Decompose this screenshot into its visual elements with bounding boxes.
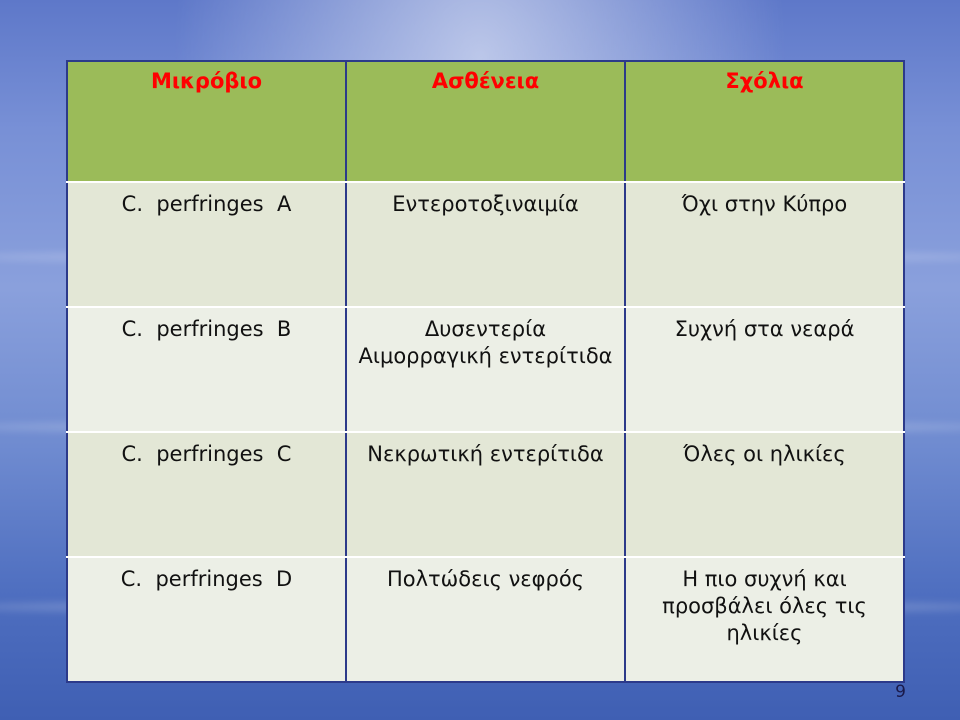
microbe-name: C. perfringes D [120, 567, 293, 591]
table-row [67, 432, 904, 557]
page-number: 9 [895, 682, 906, 702]
microbe-name: C. perfringes C [121, 442, 292, 466]
microbe-name: C. perfringes B [121, 317, 292, 341]
disease-cell [346, 557, 625, 682]
disease-line: Εντεροτοξιναιμία [392, 192, 579, 216]
microbe-cell [67, 307, 346, 432]
table-row [67, 307, 904, 432]
comment-line: Όχι στην Κύπρο [681, 192, 848, 216]
disease-line: Πολτώδεις νεφρός [386, 567, 585, 591]
comment-cell [625, 557, 904, 682]
microbe-name: C. perfringes A [121, 192, 292, 216]
disease-line: Δυσεντερία [424, 317, 547, 341]
table-header-row [67, 61, 904, 182]
table-row [67, 557, 904, 682]
comment-cell [625, 432, 904, 557]
comment-line: ηλικίες [726, 621, 803, 645]
table-row [67, 182, 904, 307]
microbe-table-container [66, 60, 903, 648]
disease-cell [346, 182, 625, 307]
disease-line: Αιμορραγική εντερίτιδα [358, 344, 613, 368]
header-disease: Ασθένεια [346, 61, 625, 182]
disease-cell [346, 307, 625, 432]
disease-line: Νεκρωτική εντερίτιδα [367, 442, 604, 466]
comment-line: Όλες οι ηλικίες [683, 442, 846, 466]
microbe-table [66, 60, 905, 683]
comment-cell [625, 182, 904, 307]
header-comments: Σχόλια [625, 61, 904, 182]
microbe-cell [67, 557, 346, 682]
comment-line: Συχνή στα νεαρά [674, 317, 855, 341]
header-microbe: Μικρόβιο [67, 61, 346, 182]
disease-cell [346, 432, 625, 557]
microbe-cell [67, 182, 346, 307]
microbe-cell [67, 432, 346, 557]
comment-cell [625, 307, 904, 432]
comment-line: προσβάλει όλες τις [662, 594, 867, 618]
comment-line: Η πιο συχνή και [682, 567, 847, 591]
